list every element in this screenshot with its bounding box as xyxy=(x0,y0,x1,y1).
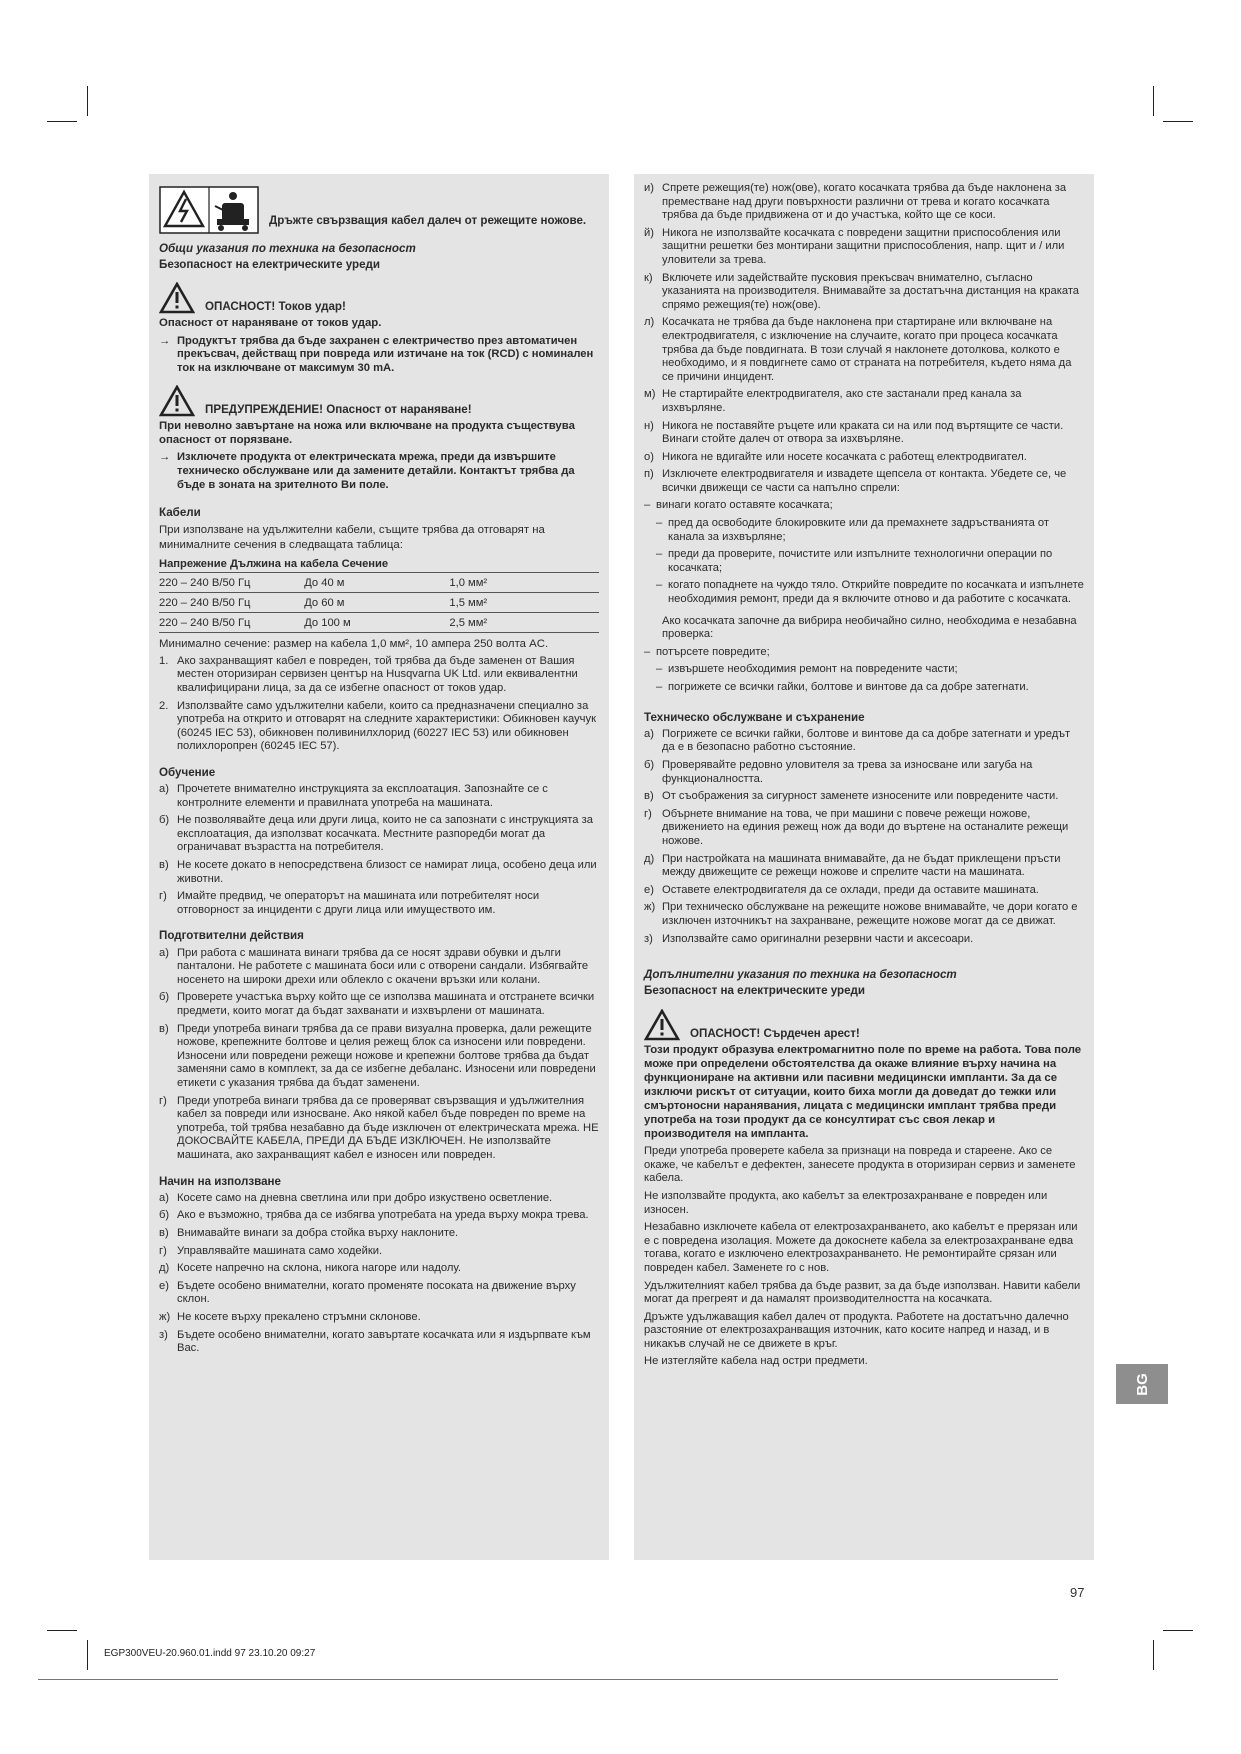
list-item: д) При настройката на машината внимавайте, да не бъдат приклещени пръсти между движещите се режещи ножове и спрелите части на машината. xyxy=(644,852,1061,879)
arrow-icon: → xyxy=(159,451,171,464)
list-item: в) Преди употреба винаги трябва да се прави визуална проверка, дали режещите ножове, крепежните болтове и целия режещ блок са износени или повредени. Износени или повредени режещи ножове и крепежни болтове трябва да бъдат заменяни само в комплект, за да се избегне дебаланс. Износени или повредени етикети с указания трябва да бъдат заменени. xyxy=(159,1022,596,1089)
list-item: в) Не косете докато в непосредствена близост се намират лица, особено деца или животни. xyxy=(159,859,597,885)
min-section-note: Минимално сечение: размер на кабела 1,0 мм², 10 ампера 250 волта AC. xyxy=(159,637,549,650)
table-row: 220 – 240 В/50 Гц До 100 м 2,5 мм² xyxy=(159,612,599,632)
warning-triangle-icon xyxy=(159,385,195,417)
icon-banner-text: Дръжте свързващия кабел далеч от режещите ножове. xyxy=(269,214,587,227)
list-item: о) Никога не вдигайте или носете косачката с работещ електродвигател. xyxy=(644,450,1027,463)
list-item: з) Бъдете особено внимателни, когато завъртате косачката или я издърпвате към Вас. xyxy=(159,1328,591,1355)
additional-electrical-title: Безопасност на електрическите уреди xyxy=(644,984,866,998)
injury-warning-label: ПРЕДУПРЕЖДЕНИЕ! Опасност от нараняване! xyxy=(205,403,472,417)
crop-mark xyxy=(1153,86,1154,116)
list-item: д) Косете напречно на склона, никога нагоре или надолу. xyxy=(159,1262,461,1275)
list-item: – винаги когато оставяте косачката; xyxy=(644,499,833,512)
col-length: Дължина на кабела xyxy=(229,557,339,570)
crop-mark xyxy=(1163,121,1193,122)
warning-triangle-icon xyxy=(159,282,195,314)
cardiac-warning-label: ОПАСНОСТ! Сърдечен арест! xyxy=(690,1026,860,1040)
cardiac-warning xyxy=(644,1009,1084,1041)
list-item: 2. Използвайте само удължителни кабели, които са предназначени специално за употреба на открито и отговарят на следните характеристики: Обикновен каучук (60245 IEC 53), обикновен поливинилхлорид (60227 IEC 53) или обикновен полихлоропрен (60245 IEC 57). xyxy=(159,699,596,753)
prep-title: Подготвителни действия xyxy=(159,929,304,943)
cable-table-header xyxy=(159,556,599,573)
table-row: 220 – 240 В/50 Гц До 40 м 1,0 мм² xyxy=(159,572,599,592)
list-item: в) От съображения за сигурност заменете износените или повредените части. xyxy=(644,790,1059,803)
arrow-icon: → xyxy=(159,334,171,347)
list-item: – погрижете се всички гайки, болтове и винтове да са добре затегнати. xyxy=(656,681,1029,693)
additional-safety-title: Допълнителни указания по техника на безопасност xyxy=(644,968,957,982)
language-tab xyxy=(1116,1364,1168,1404)
list-item: а) Погрижете се всички гайки, болтове и винтове да са добре затегнати и уредът да е в безопасно работно състояние. xyxy=(644,727,1071,754)
list-item: л) Косачката не трябва да бъде наклонена при стартиране или включване на електродвигателя, с изключение на случаите, когато при процеса косачката трябва да бъде повдигната. В този случай я наклонете дотолкова, колкото е необходимо, и я повдигнете само от страната на потребителя, където няма да се причини инцидент. xyxy=(644,316,1072,383)
danger-shock-instruction: → Продуктът трябва да бъде захранен с електричество през автоматичен прекъсвач, действащ при повреда или изтичане на ток (RCD) с номинален ток на изключване от максимум 30 mA. xyxy=(159,334,594,374)
danger-shock-warning xyxy=(159,282,599,314)
injury-warning-text: При неволно завъртане на ножа или включване на продукта съществува опасност от порязване. xyxy=(159,420,575,447)
list-item: г) Преди употреба винаги трябва да се проверяват свързващия и удължителния кабел за повреди или износване. Ако някой кабел бъде повреден по време на употреба, той трябва незабавно да бъде изключен от електрическата мрежа. НЕ ДОКОСВАЙТЕ КАБЕЛА, ПРЕДИ ДА БЪДЕ ИЗКЛЮЧЕН. Не използвайте машината, ако захранващият кабел е износен или повреден. xyxy=(159,1094,599,1161)
crop-mark xyxy=(87,1640,88,1670)
use-title: Начин на използване xyxy=(159,1174,281,1188)
list-item: г) Управлявайте машината само ходейки. xyxy=(159,1244,383,1257)
crop-mark xyxy=(47,1630,77,1631)
list-item: и) Спрете режещия(те) нож(ове), когато косачката трябва да бъде наклонена за преместване над други повърхности различни от трева и когато косачката трябва да бъде придвижена от и до участъка, който ще се коси. xyxy=(644,182,1067,222)
crop-mark xyxy=(47,121,77,122)
page-edge-line xyxy=(38,1679,1058,1680)
list-item: г) Имайте предвид, че операторът на машината или потребителят носи отговорност за инциденти с други лица или имуществото им. xyxy=(159,890,540,916)
list-item: н) Никога не поставяйте ръцете или краката си на или под въртящите се части. Винаги стойте далеч от отвора за изхвърляне. xyxy=(644,419,1064,446)
crop-mark xyxy=(87,86,88,116)
list-item: е) Оставете електродвигателя да се охлади, преди да оставите машината. xyxy=(644,883,1039,896)
list-item: 1. Ако захранващият кабел е повреден, той трябва да бъде заменен от Вашия местен оторизиран сервизен център на Husqvarna UK Ltd. или еквивалентни квалифицирани лица, за да се избегне опасност от токов удар. xyxy=(159,654,578,694)
list-item: б) Не позволявайте деца или други лица, които не са запознати с инструкцията за експлоатация, да използват косачката. Местните разпоредби могат да ограничават възрастта на потребителя. xyxy=(159,814,593,854)
list-item: ж) Не косете върху прекалено стръмни склонове. xyxy=(159,1310,421,1323)
vibrate-text: Ако косачката започне да вибрира необичайно силно, необходима е незабавна проверка: xyxy=(662,614,1077,641)
list-item: а) При работа с машината винаги трябва да се носят здрави обувки и дълги панталони. Не работете с машината боси или с отворени сандали. Избягвайте носенето на широки дрехи или облекло с окачени връзки или колани. xyxy=(159,946,589,986)
list-item: а) Прочетете внимателно инструкцията за експлоатация. Запознайте се с контролните елементи и правилната употреба на машината. xyxy=(159,783,548,809)
paragraph: Преди употреба проверете кабела за признаци на повреда и стареене. Ако се окаже, че кабелът е дефектен, занесете продукта в оторизиран сервиз и заменете кабела. xyxy=(644,1145,1076,1185)
table-row: 220 – 240 В/50 Гц До 60 м 1,5 мм² xyxy=(159,592,599,612)
cables-title: Кабели xyxy=(159,506,201,520)
crop-mark xyxy=(1153,1640,1154,1670)
list-item: к) Включете или задействайте пусковия прекъсвач внимателно, съгласно указанията на производителя. Внимавайте за достатъчна дистанция на краката спрямо режещия(те) нож(ове). xyxy=(644,271,1080,311)
language-tab-label: BG xyxy=(1133,1372,1151,1396)
col-section: Сечение xyxy=(341,557,389,570)
list-item: – когато попаднете на чуждо тяло. Открийте повредите по косачката и изпълнете необходимия ремонт, преди да я включите отново и да работите с косачката. xyxy=(656,579,1084,606)
cardiac-warning-text: Този продукт образува електромагнитно поле по време на работа. Това поле може при определени обстоятелства да окаже влияние върху начина на функциониране на активни или пасивни медицински импланти. За да се изключи рискът от ситуации, които биха могли да доведат до тежки или смъртоносни наранявания, лицата с медицински имплант трябва преди употреба на този продукт да се консултират със своя лекар и производителя на импланта. xyxy=(644,1043,1082,1141)
paragraph: Дръжте удължаващия кабел далеч от продукта. Работете на достатъчно далечно разстояние от електрозахранващия източник, като косите напред и назад, и в никакъв случай не се движете в кръг. xyxy=(644,1310,1069,1350)
hazard-cable-icon xyxy=(159,186,259,234)
list-item: – извършете необходимия ремонт на повредените части; xyxy=(656,663,958,676)
injury-warning xyxy=(159,385,599,417)
list-item: г) Обърнете внимание на това, че при машини с повече режещи ножове, движението на единия режещ нож да води до въртене на останалите режещи ножове. xyxy=(644,807,1069,847)
injury-warning-instruction: → Изключете продукта от електрическата мрежа, преди да извършите техническо обслужване или да замените детайли. Контактът трябва да бъде в зоната на зрителното Ви поле. xyxy=(159,451,575,491)
electrical-safety-title: Безопасност на електрическите уреди xyxy=(159,258,381,272)
cable-table xyxy=(159,556,599,633)
col-voltage: Напрежение xyxy=(159,557,227,570)
list-item: – потърсете повредите; xyxy=(644,645,770,658)
warning-triangle-icon xyxy=(644,1009,680,1041)
paragraph: Не използвайте продукта, ако кабелът за електрозахранване е повреден или износен. xyxy=(644,1189,1048,1216)
list-item: в) Внимавайте винаги за добра стойка върху наклоните. xyxy=(159,1226,459,1239)
paragraph: Не изтегляйте кабела над остри предмети. xyxy=(644,1355,868,1368)
print-footer: EGP300VEU-20.960.01.indd 97 23.10.20 09:27 xyxy=(104,1648,316,1659)
general-safety-title: Общи указания по техника на безопасност xyxy=(159,242,416,255)
list-item: б) Проверявайте редовно уловителя за трева за износване или загуба на функционалността. xyxy=(644,758,1033,785)
danger-shock-label: ОПАСНОСТ! Токов удар! xyxy=(205,300,346,314)
list-item: б) Ако е възможно, трябва да се избягва употребата на уреда върху мокра трева. xyxy=(159,1209,589,1222)
list-item: е) Бъдете особено внимателни, когато променяте посоката на движение върху склон. xyxy=(159,1279,576,1306)
list-item: б) Проверете участъка върху който ще се използва машината и отстранете всички предмети, които могат да бъдат захванати и изхвърлени от машината. xyxy=(159,991,595,1018)
cables-intro: При използване на удължителни кабели, същите трябва да отговарят на минималните сечения в следващата таблица: xyxy=(159,524,545,551)
icon-banner xyxy=(159,186,599,234)
danger-shock-text: Опасност от нараняване от токов удар. xyxy=(159,317,382,330)
list-item: з) Използвайте само оригинални резервни части и аксесоари. xyxy=(644,932,974,945)
list-item: – пред да освободите блокировките или да премахнете задръстванията от канала за изхвърляне; xyxy=(656,517,1050,543)
list-item: й) Никога не използвайте косачката с повредени защитни приспособления или защитни решетки без монтирани защитни приспособления, напр. щит и / или уловители за трева. xyxy=(644,226,1065,266)
right-column xyxy=(634,174,1094,1560)
training-title: Обучение xyxy=(159,765,216,779)
list-item: м) Не стартирайте електродвигателя, ако сте застанали пред канала за изхвърляне. xyxy=(644,388,1022,414)
left-column xyxy=(149,174,609,1560)
paragraph: Удължителният кабел трябва да бъде развит, за да бъде използван. Навити кабели могат да прегреят и да намалят производителността на косачката. xyxy=(644,1279,1081,1306)
crop-mark xyxy=(1163,1630,1193,1631)
maintenance-title: Техническо обслужване и съхранение xyxy=(644,710,865,724)
list-item: ж) При техническо обслужване на режещите ножове внимавайте, че дори когато е изключен източникът на захранване, режещите ножове могат да се движат. xyxy=(644,901,1078,927)
list-item: – преди да проверите, почистите или изпълните технологични операции по косачката; xyxy=(656,548,1053,574)
list-item: а) Косете само на дневна светлина или при добро изкуствено осветление. xyxy=(159,1191,553,1204)
list-item: п) Изключете електродвигателя и извадете щепсела от контакта. Убедете се, че всички движещи се части са напълно спрели: xyxy=(644,468,1067,494)
paragraph: Незабавно изключете кабела от електрозахранването, ако кабелът е прерязан или е с повредена изолация. Можете да докоснете кабела за електрозахранване едва тогава, когато е изключено електрозахранването. Не ремонтирайте срязан или повреден кабел. Заменете го с нов. xyxy=(644,1221,1078,1274)
page-number: 97 xyxy=(1070,1585,1085,1600)
